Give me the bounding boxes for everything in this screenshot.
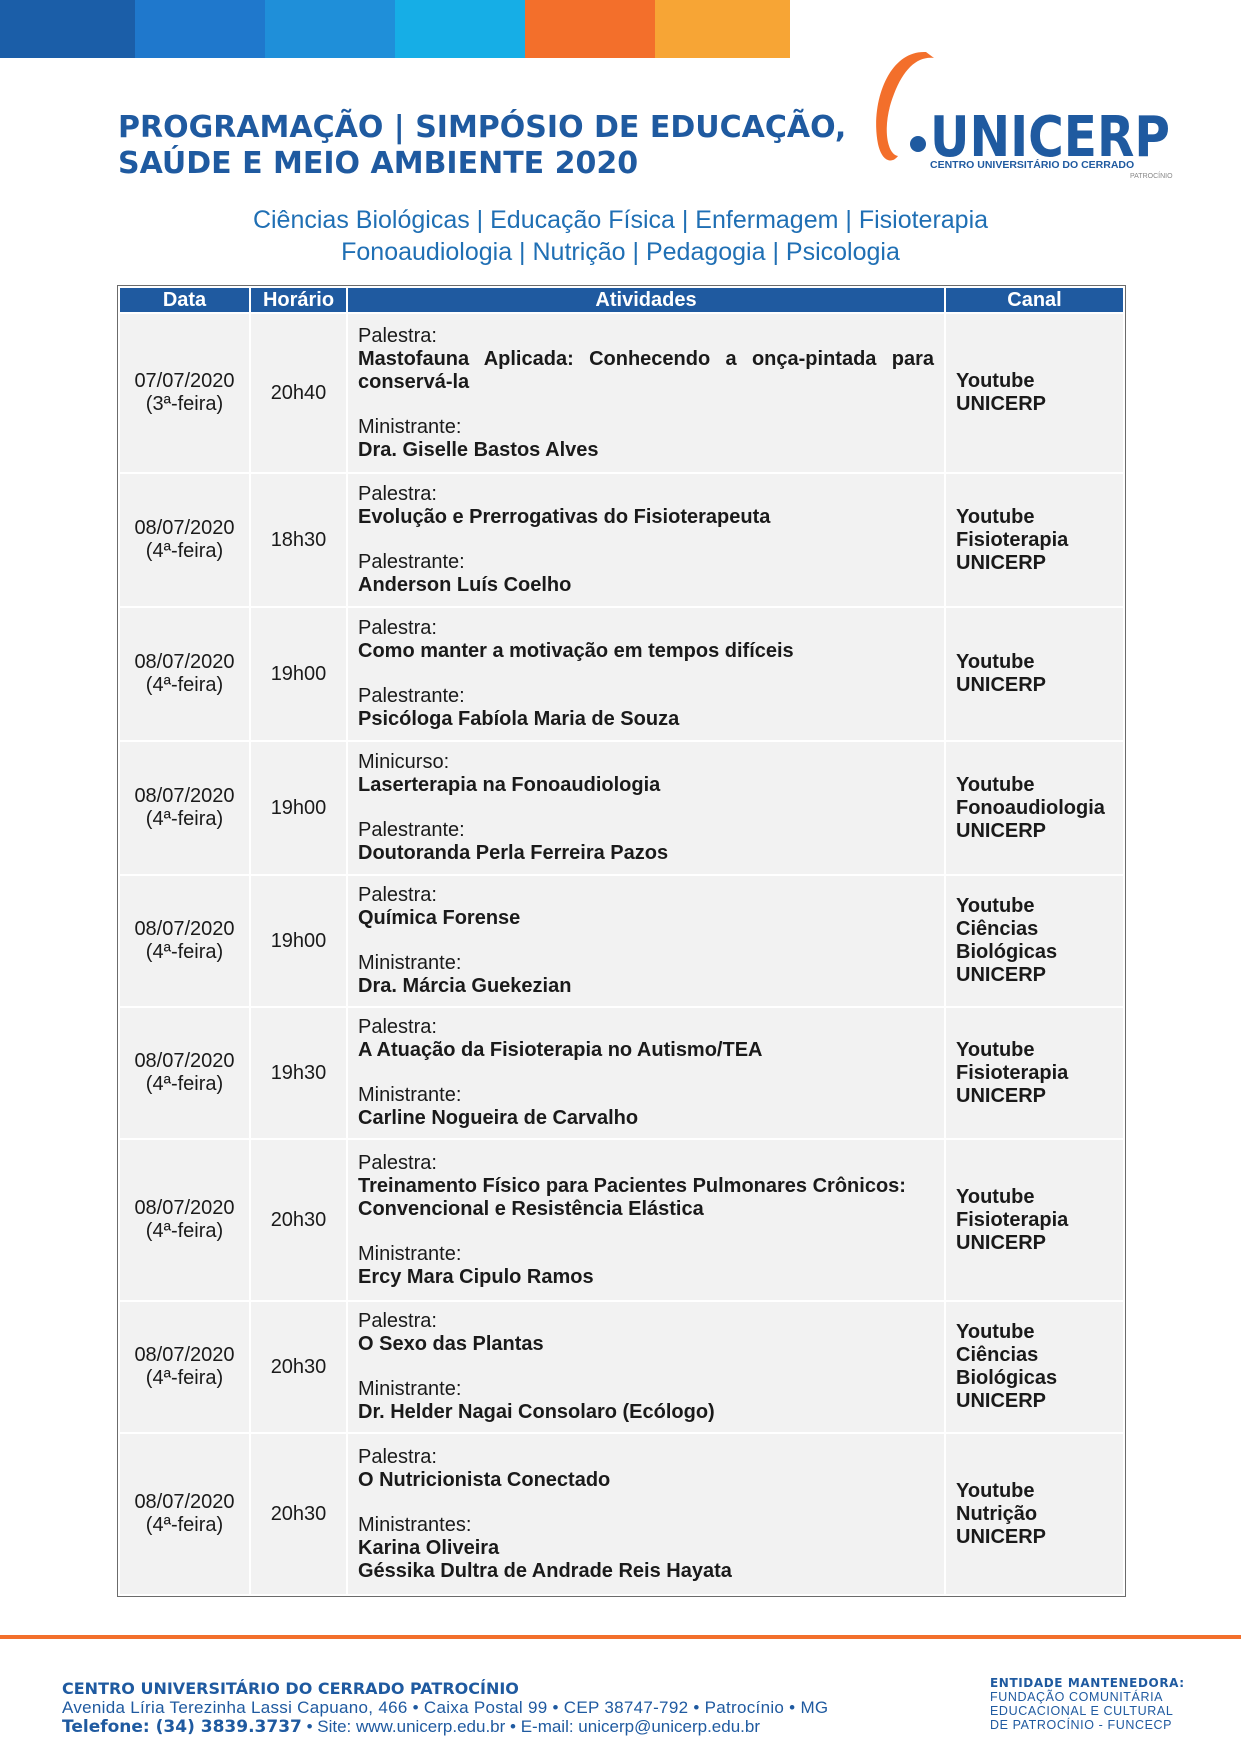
top-bar-segment (655, 0, 790, 58)
cell-time (250, 1433, 347, 1595)
cell-date (119, 1139, 250, 1301)
time-value: 20h30 (270, 1355, 327, 1378)
channel-line: Fonoaudiologia (956, 796, 1105, 819)
cell-activity (347, 473, 945, 607)
footer-divider (0, 1635, 1241, 1639)
speaker-name: Géssika Dultra de Andrade Reis Hayata (358, 1559, 732, 1582)
channel-line: Fisioterapia (956, 1208, 1069, 1231)
speaker-name: Doutoranda Perla Ferreira Pazos (358, 842, 669, 864)
activity-title: Evolução e Prerrogativas do Fisioterapeuta (358, 506, 771, 528)
cell-time (250, 875, 347, 1007)
channel-line: UNICERP (956, 1231, 1047, 1254)
speaker-name: Anderson Luís Coelho (358, 574, 572, 596)
date-value: 07/07/2020 (134, 370, 235, 392)
cell-date (119, 473, 250, 607)
table-header-row (119, 287, 1124, 313)
time-value: 19h00 (270, 796, 327, 819)
courses-line-1: Ciências Biológicas | Educação Física | Enfermagem | Fisioterapia (252, 206, 989, 234)
cell-time (250, 1301, 347, 1433)
speaker-role: Ministrante: (358, 1242, 462, 1265)
activity-type: Minicurso: (358, 751, 450, 773)
cell-activity (347, 1139, 945, 1301)
activity-type: Palestra: (358, 1445, 437, 1468)
maintainer-label: ENTIDADE MANTENEDORA: (990, 1676, 1185, 1690)
cell-activity (347, 875, 945, 1007)
speaker-role: Ministrante: (358, 415, 462, 438)
table-row (119, 607, 1124, 741)
speaker-name: Ercy Mara Cipulo Ramos (358, 1265, 594, 1288)
maintainer-line-2: FUNDAÇÃO COMUNITÁRIA (990, 1690, 1164, 1704)
channel-line: UNICERP (956, 819, 1047, 842)
channel-line: Biológicas (956, 941, 1058, 963)
channel-line: UNICERP (956, 1084, 1047, 1107)
weekday-value: (4ª-feira) (145, 1073, 224, 1095)
channel-line: Nutrição (956, 1502, 1038, 1525)
activity-type: Palestra: (358, 1016, 437, 1038)
channel-line: Youtube (956, 895, 1035, 917)
time-value: 19h00 (270, 929, 327, 952)
channel-line: Youtube (956, 651, 1035, 673)
cell-channel (945, 1301, 1124, 1433)
top-bar-segment (265, 0, 395, 58)
table-row (119, 1139, 1124, 1301)
cell-date (119, 1301, 250, 1433)
channel-line: UNICERP (956, 1390, 1047, 1412)
logo-text: UNICERP (930, 105, 1170, 170)
speaker-role: Palestrante: (358, 551, 465, 573)
activity-type: Palestra: (358, 1151, 437, 1174)
date-value: 08/07/2020 (134, 785, 235, 807)
date-value: 08/07/2020 (134, 1197, 235, 1219)
footer-contact-line (62, 1717, 828, 1737)
channel-line: Youtube (956, 773, 1035, 796)
date-value: 08/07/2020 (134, 1050, 235, 1072)
time-value: 19h00 (270, 662, 327, 685)
activity-title: O Nutricionista Conectado (358, 1468, 611, 1491)
maintainer-line-4: DE PATROCÍNIO - FUNCECP (990, 1718, 1173, 1732)
table-row (119, 875, 1124, 1007)
cell-activity (347, 313, 945, 473)
activity-title: Química Forense (358, 907, 521, 929)
cell-channel (945, 741, 1124, 875)
logo-dot-icon (910, 136, 926, 152)
header-channel: Canal (945, 287, 1124, 313)
channel-line: Ciências (956, 918, 1039, 940)
time-value: 20h40 (270, 381, 327, 404)
channel-line: Youtube (956, 1038, 1035, 1061)
activity-title: Treinamento Físico para Pacientes Pulmonares Crônicos: Convencional e Resistência Elástica (358, 1174, 906, 1220)
top-bar-segment (525, 0, 655, 58)
channel-line: Fisioterapia (956, 528, 1069, 551)
logo-subtext: CENTRO UNIVERSITÁRIO DO CERRADO (930, 159, 1135, 171)
page-title (118, 110, 846, 182)
footer-address-line: Avenida Líria Terezinha Lassi Capuano, 466 • Caixa Postal 99 • CEP 38747-792 • Patrocínio • MG (62, 1698, 829, 1717)
channel-line: Fisioterapia (956, 1061, 1069, 1084)
cell-channel (945, 1007, 1124, 1139)
table-row (119, 473, 1124, 607)
channel-line: Youtube (956, 370, 1035, 392)
title-line-2: SAÚDE E MEIO AMBIENTE 2020 (118, 146, 639, 181)
cell-time (250, 1007, 347, 1139)
weekday-value: (4ª-feira) (145, 1514, 224, 1536)
speaker-role: Palestrante: (358, 685, 465, 707)
cell-activity (347, 1301, 945, 1433)
activity-type: Palestra: (358, 1310, 437, 1332)
weekday-value: (4ª-feira) (145, 674, 224, 696)
top-bar-segment (395, 0, 525, 58)
cell-channel (945, 607, 1124, 741)
channel-line: UNICERP (956, 551, 1047, 574)
time-value: 20h30 (270, 1502, 327, 1525)
cell-date (119, 1433, 250, 1595)
weekday-value: (4ª-feira) (145, 941, 224, 963)
header-date: Data (119, 287, 250, 313)
speaker-name: Dra. Giselle Bastos Alves (358, 438, 599, 461)
cell-activity (347, 1007, 945, 1139)
weekday-value: (4ª-feira) (145, 808, 224, 830)
cell-channel (945, 875, 1124, 1007)
header-activities: Atividades (347, 287, 945, 313)
speaker-role: Palestrante: (358, 819, 465, 841)
table-row (119, 741, 1124, 875)
schedule-table (118, 286, 1125, 1596)
speaker-name: Karina Oliveira (358, 1536, 500, 1559)
weekday-value: (4ª-feira) (145, 540, 224, 562)
cell-time (250, 473, 347, 607)
activity-type: Palestra: (358, 324, 437, 347)
activity-title: Como manter a motivação em tempos difíceis (358, 640, 794, 662)
date-value: 08/07/2020 (134, 1491, 235, 1513)
channel-line: Youtube (956, 1321, 1035, 1343)
time-value: 20h30 (270, 1208, 327, 1231)
cell-channel (945, 1139, 1124, 1301)
speaker-name: Dra. Márcia Guekezian (358, 975, 572, 997)
footer-institution: CENTRO UNIVERSITÁRIO DO CERRADO PATROCÍNIO (62, 1679, 519, 1698)
header-time: Horário (250, 287, 347, 313)
cell-activity (347, 1433, 945, 1595)
activity-type: Palestra: (358, 884, 437, 906)
cell-date (119, 313, 250, 473)
top-color-bar (0, 0, 790, 58)
cell-activity (347, 741, 945, 875)
cell-date (119, 607, 250, 741)
channel-line: UNICERP (956, 1525, 1047, 1548)
title-line-1: PROGRAMAÇÃO | SIMPÓSIO DE EDUCAÇÃO, (118, 110, 847, 145)
speaker-role: Ministrante: (358, 952, 462, 974)
courses-line-2: Fonoaudiologia | Nutrição | Pedagogia | Psicologia (341, 238, 900, 266)
speaker-name: Psicóloga Fabíola Maria de Souza (358, 708, 680, 730)
speaker-role: Ministrantes: (358, 1513, 472, 1536)
courses-subtitle (0, 204, 1241, 268)
speaker-name: Dr. Helder Nagai Consolaro (Ecólogo) (358, 1401, 715, 1423)
top-bar-segment (0, 0, 135, 58)
activity-title: A Atuação da Fisioterapia no Autismo/TEA (358, 1039, 763, 1061)
activity-title: Mastofauna Aplicada: Conhecendo a onça-pintada para conservá-la (358, 347, 934, 393)
table-row (119, 313, 1124, 473)
cell-time (250, 313, 347, 473)
channel-line: UNICERP (956, 964, 1047, 986)
footer-address (62, 1679, 828, 1737)
top-bar-segment (135, 0, 265, 58)
cell-time (250, 1139, 347, 1301)
speaker-role: Ministrante: (358, 1084, 462, 1106)
cell-date (119, 875, 250, 1007)
channel-line: Youtube (956, 1479, 1035, 1502)
activity-title: Laserterapia na Fonoaudiologia (358, 774, 661, 796)
speaker-name: Carline Nogueira de Carvalho (358, 1107, 639, 1129)
activity-type: Palestra: (358, 617, 437, 639)
channel-line: Youtube (956, 1185, 1035, 1208)
cell-channel (945, 473, 1124, 607)
activity-type: Palestra: (358, 483, 437, 505)
cell-date (119, 1007, 250, 1139)
table-row (119, 1007, 1124, 1139)
cell-channel (945, 313, 1124, 473)
channel-line: UNICERP (956, 674, 1047, 696)
table-row (119, 1433, 1124, 1595)
cell-time (250, 607, 347, 741)
table-row (119, 1301, 1124, 1433)
channel-line: Youtube (956, 505, 1035, 528)
footer-phone: Telefone: (34) 3839.3737 (62, 1717, 302, 1737)
date-value: 08/07/2020 (134, 918, 235, 940)
logo-subtext-2: PATROCÍNIO (1130, 173, 1173, 180)
weekday-value: (4ª-feira) (145, 1220, 224, 1242)
weekday-value: (4ª-feira) (145, 1367, 224, 1389)
date-value: 08/07/2020 (134, 1344, 235, 1366)
weekday-value: (3ª-feira) (145, 393, 224, 415)
cell-channel (945, 1433, 1124, 1595)
channel-line: UNICERP (956, 393, 1047, 415)
cell-activity (347, 607, 945, 741)
time-value: 19h30 (270, 1061, 327, 1084)
unicerp-logo (868, 44, 1178, 184)
channel-line: Ciências (956, 1344, 1039, 1366)
maintainer-line-3: EDUCACIONAL E CULTURAL (990, 1704, 1174, 1718)
activity-title: O Sexo das Plantas (358, 1333, 544, 1355)
cell-time (250, 741, 347, 875)
channel-line: Biológicas (956, 1367, 1058, 1389)
speaker-role: Ministrante: (358, 1378, 462, 1400)
footer-site-email: • Site: www.unicerp.edu.br • E-mail: unicerp@unicerp.edu.br (301, 1717, 761, 1736)
date-value: 08/07/2020 (134, 517, 235, 539)
footer-maintainer (990, 1676, 1185, 1732)
date-value: 08/07/2020 (134, 651, 235, 673)
cell-date (119, 741, 250, 875)
time-value: 18h30 (270, 528, 327, 551)
